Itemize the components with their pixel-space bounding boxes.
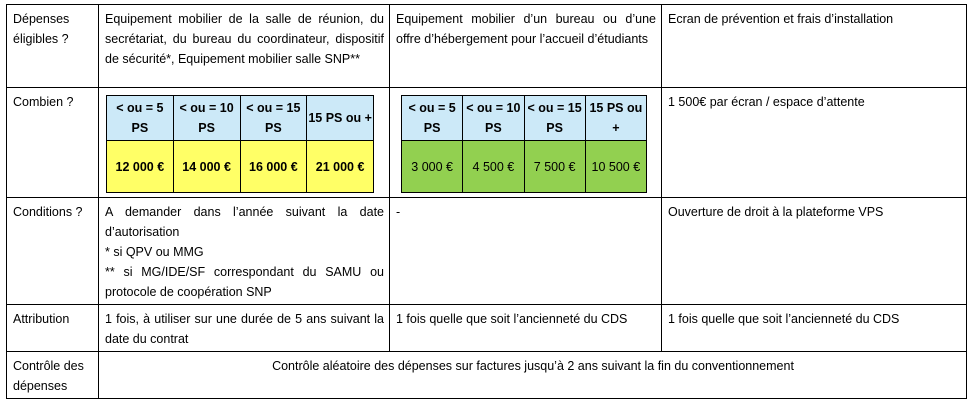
grid1-header-cell: < ou = 5 PS [107,96,174,141]
row-combien [7,88,967,198]
combien-col3: 1 500€ par écran / espace d’attente [662,88,967,198]
attribution-col1: 1 fois, à utiliser sur une durée de 5 ans suivant la date du contrat [99,305,390,352]
row-conditions [7,198,967,305]
depenses-col2: Equipement mobilier d’un bureau ou d’une offre d’hébergement pour l’accueil d’étudiants [390,5,662,88]
grid2-header-cell: 15 PS ou + [585,96,646,141]
grid1-value-row [107,141,374,193]
amount-grid-2 [401,95,647,193]
label-combien: Combien ? [7,88,99,198]
grid2-header-row [402,96,647,141]
combien-col2 [390,88,662,198]
label-controle: Contrôle des dépenses [7,352,99,399]
grid2-header-cell: < ou = 5 PS [402,96,463,141]
grid1-header-row [107,96,374,141]
row-depenses [7,5,967,88]
conditions-col2: - [390,198,662,305]
depenses-col1: Equipement mobilier de la salle de réunion, du secrétariat, du bureau du coordinateur, dispositif de sécurité*, Equipement mobilier salle SNP** [99,5,390,88]
depenses-col3: Ecran de prévention et frais d’installation [662,5,967,88]
eligibility-table [6,4,967,399]
grid2-value-row [402,141,647,193]
grid2-header-cell: < ou = 15 PS [524,96,585,141]
grid2-value-cell: 3 000 € [402,141,463,193]
conditions-col1 [99,198,390,305]
amount-grid-1 [106,95,374,193]
attribution-col3: 1 fois quelle que soit l’ancienneté du CDS [662,305,967,352]
grid1-header-cell: 15 PS ou + [307,96,374,141]
conditions-col3: Ouverture de droit à la plateforme VPS [662,198,967,305]
grid2-header-cell: < ou = 10 PS [463,96,524,141]
attribution-col2: 1 fois quelle que soit l’ancienneté du CDS [390,305,662,352]
row-attribution [7,305,967,352]
conditions-line-1: A demander dans l’année suivant la date d’autorisation [105,205,384,239]
grid1-value-cell: 12 000 € [107,141,174,193]
grid2-value-cell: 4 500 € [463,141,524,193]
controle-text: Contrôle aléatoire des dépenses sur factures jusqu’à 2 ans suivant la fin du conventionnement [99,352,967,399]
grid1-value-cell: 14 000 € [173,141,240,193]
grid2-value-cell: 10 500 € [585,141,646,193]
grid1-value-cell: 16 000 € [240,141,307,193]
row-controle [7,352,967,399]
conditions-line-2: * si QPV ou MMG [105,245,204,259]
grid1-header-cell: < ou = 15 PS [240,96,307,141]
label-depenses: Dépenses éligibles ? [7,5,99,88]
label-attribution: Attribution [7,305,99,352]
grid1-header-cell: < ou = 10 PS [173,96,240,141]
conditions-line-3: ** si MG/IDE/SF correspondant du SAMU ou protocole de coopération SNP [105,265,384,299]
combien-col1 [99,88,390,198]
grid1-value-cell: 21 000 € [307,141,374,193]
grid2-value-cell: 7 500 € [524,141,585,193]
label-conditions: Conditions ? [7,198,99,305]
